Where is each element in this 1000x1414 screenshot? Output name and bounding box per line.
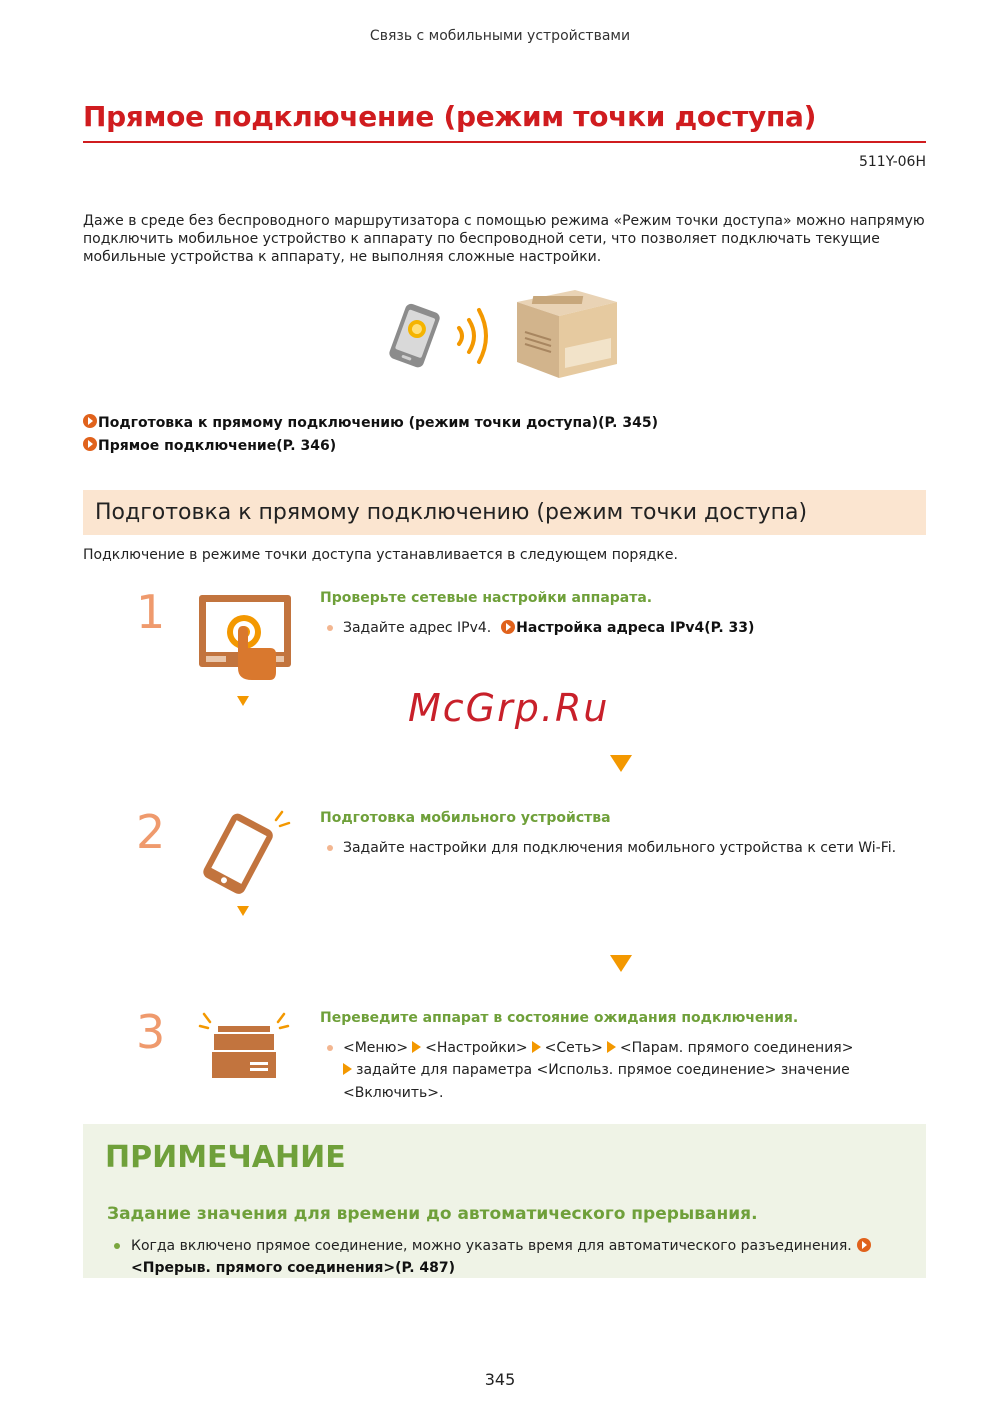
link-direct-connection[interactable]: Прямое подключение(P. 346) — [83, 437, 336, 454]
note-title: ПРИМЕЧАНИЕ — [105, 1140, 346, 1175]
link-arrow-icon — [501, 620, 515, 634]
running-header: Связь с мобильными устройствами — [369, 28, 631, 44]
step-3-value: <Включить>. — [343, 1085, 444, 1101]
title-divider — [83, 141, 926, 143]
mobile-device-icon — [196, 810, 292, 900]
machine-standby-icon — [196, 1010, 292, 1080]
step-2-title: Подготовка мобильного устройства — [320, 810, 611, 826]
menu-arrow-icon — [343, 1063, 352, 1075]
intro-paragraph: Даже в среде без беспроводного маршрутизатора с помощью режима «Режим точки доступа» можно напрямую подключить мобильное устройство к аппарату по беспроводной сети, что позволяет подключать текущие мобильные устройства к аппарату, не выполняя сложные настройки. — [83, 213, 925, 265]
step-number: 3 — [136, 1005, 166, 1059]
touch-panel-icon — [196, 592, 296, 684]
bullet-icon — [114, 1243, 120, 1249]
bullet-icon — [327, 845, 333, 851]
page-number: 345 — [484, 1370, 516, 1389]
link-arrow-icon — [857, 1238, 871, 1252]
wifi-waves-icon — [459, 310, 486, 362]
link-preparation[interactable]: Подготовка к прямому подключению (режим точки доступа)(P. 345) — [83, 414, 658, 431]
link-ipv4-settings[interactable]: Настройка адреса IPv4(P. 33) — [516, 620, 755, 636]
printer-icon — [517, 290, 617, 378]
order-text: Подключение в режиме точки доступа устанавливается в следующем порядке. — [83, 547, 678, 563]
step-1-instruction: Задайте адрес IPv4. Настройка адреса IPv4(P. 33) — [343, 620, 755, 636]
step-number: 2 — [136, 805, 166, 859]
document-code: 511Y-06H — [858, 154, 926, 170]
link-direct-connection-timeout[interactable]: <Прерыв. прямого соединения>(P. 487) — [131, 1260, 456, 1276]
flow-down-arrow-icon — [610, 755, 632, 772]
step-down-arrow-icon — [237, 696, 249, 706]
step-1-title: Проверьте сетевые настройки аппарата. — [320, 590, 653, 606]
bullet-icon — [327, 625, 333, 631]
step-2-instruction: Задайте настройки для подключения мобильного устройства к сети Wi-Fi. — [343, 840, 897, 856]
step-number: 1 — [136, 585, 166, 639]
note-text: Когда включено прямое соединение, можно указать время для автоматического разъединения. <Прерыв. прямого соединения>(P. 487) — [131, 1235, 911, 1279]
link-arrow-icon — [83, 437, 97, 451]
watermark: McGrp.Ru — [408, 686, 610, 730]
note-subtitle: Задание значения для времени до автоматического прерывания. — [107, 1204, 758, 1224]
bullet-icon — [327, 1045, 333, 1051]
page-title: Прямое подключение (режим точки доступа) — [83, 100, 817, 133]
step-down-arrow-icon — [237, 906, 249, 916]
menu-arrow-icon — [607, 1041, 616, 1053]
step-3-title: Переведите аппарат в состояние ожидания подключения. — [320, 1010, 799, 1026]
link-arrow-icon — [83, 414, 97, 428]
menu-arrow-icon — [412, 1041, 421, 1053]
step-3-menu-path: <Меню> <Настройки> <Сеть> <Парам. прямого соединения> — [343, 1040, 854, 1056]
menu-arrow-icon — [532, 1041, 541, 1053]
flow-down-arrow-icon — [610, 955, 632, 972]
section-title: Подготовка к прямому подключению (режим точки доступа) — [95, 500, 808, 525]
smartphone-icon — [388, 302, 442, 369]
step-3-instruction: задайте для параметра <Использ. прямое соединение> значение — [343, 1059, 850, 1081]
phone-to-printer-illustration — [385, 286, 625, 386]
